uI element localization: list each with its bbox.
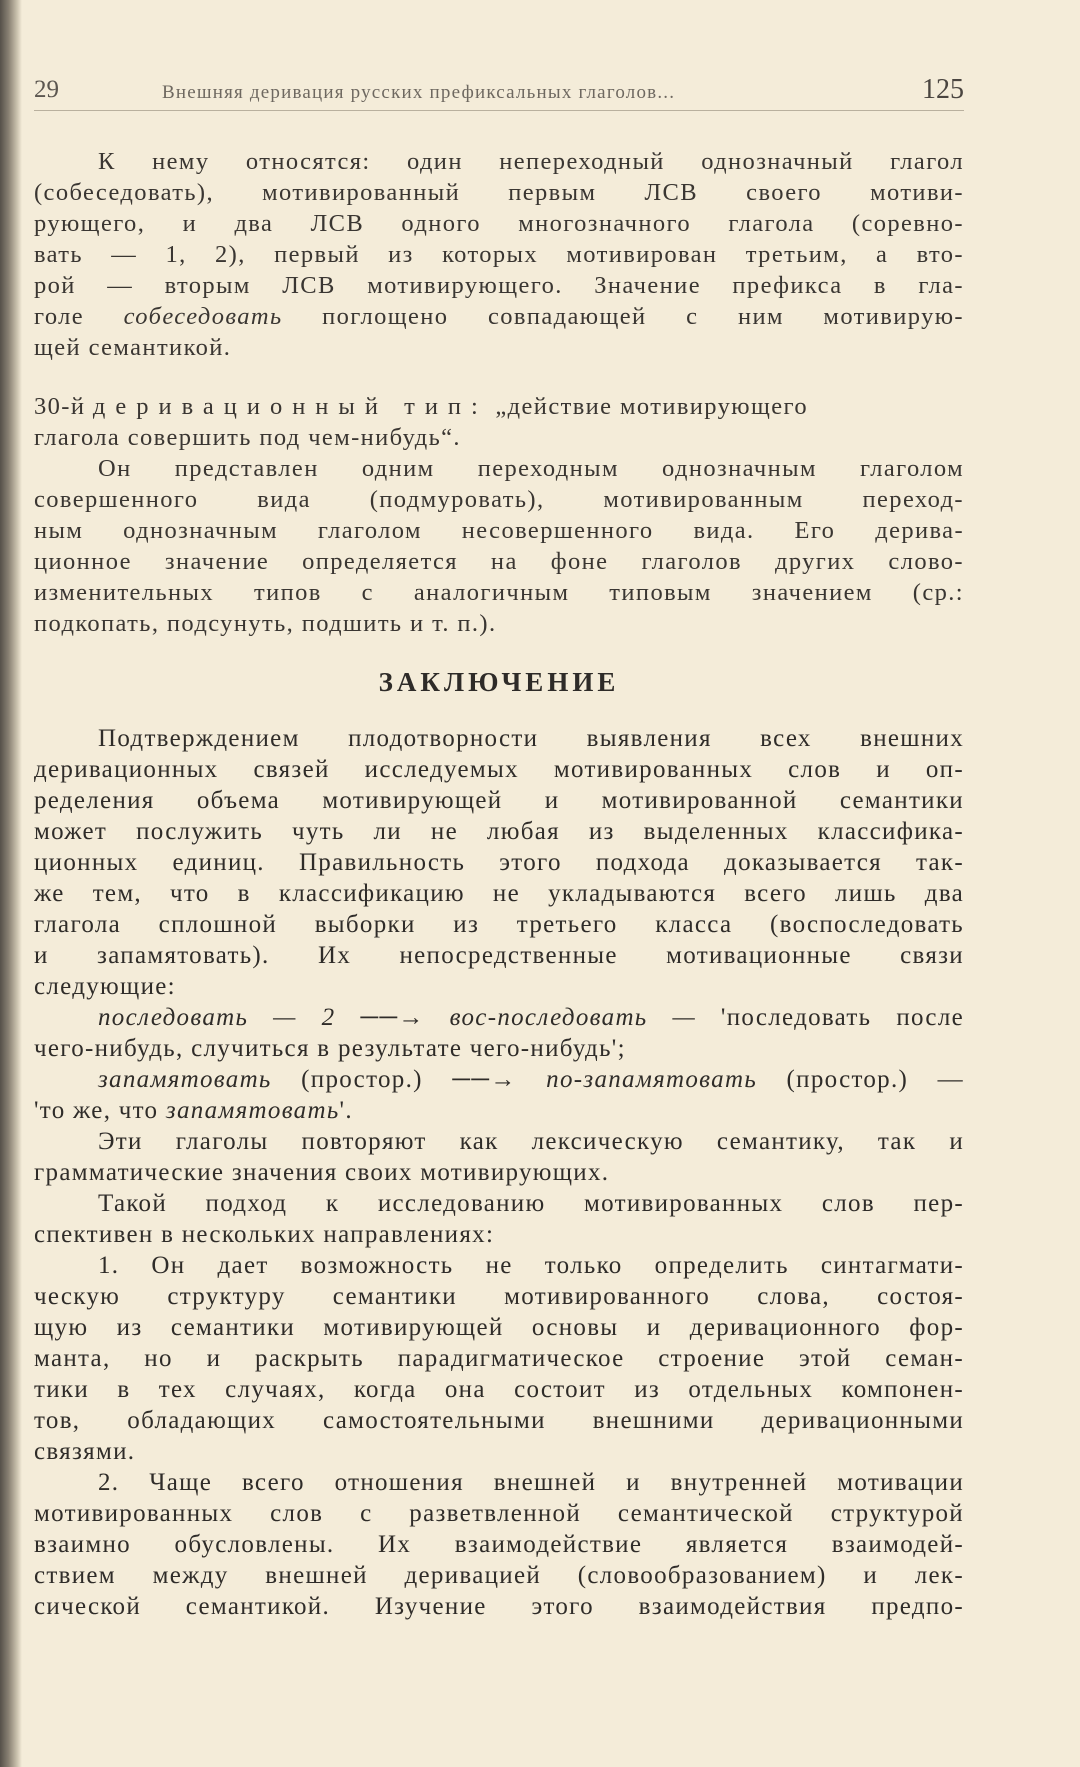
text-line: 1. Он дает возможность не только определить синтагмати- — [98, 1252, 964, 1279]
text-line: связями. — [34, 1438, 136, 1465]
text-line: изменительных типов с аналогичным типовым значением (ср.: — [34, 579, 964, 606]
text-line: манта, но и раскрыть парадигматическое строение этой семан- — [34, 1345, 964, 1372]
text-line: 'то же, что запамятовать'. — [34, 1097, 353, 1124]
italic-term: по-запамятовать — [546, 1066, 757, 1093]
text-line: щую из семантики мотивирующей основы и деривационного фор- — [34, 1314, 964, 1341]
section-heading: ЗАКЛЮЧЕНИЕ — [378, 667, 620, 697]
text-line: деривационных связей исследуемых мотивированных слов и оп- — [34, 756, 964, 783]
text-line: грамматические значения своих мотивирующих. — [34, 1159, 610, 1186]
text-line: взаимно обусловлены. Их взаимодействие является взаимодей- — [34, 1531, 964, 1558]
header-left-number: 29 — [34, 76, 59, 103]
example-1: последовать — 2 ──→ вос-последовать — 'последовать после — [98, 1004, 964, 1031]
text-line: ределения объема мотивирующей и мотивированной семантики — [34, 787, 964, 814]
text-line: Он представлен одним переходным однозначным глаголом — [98, 455, 964, 482]
example-2: запамятовать (простор.) ──→ по-запамятовать (простор.) — — [98, 1066, 964, 1093]
page-header — [34, 74, 964, 114]
text-line: подкопать, подсунуть, подшить и т. п.). — [34, 610, 497, 637]
text-line: К нему относятся: один непереходный однозначный глагол — [98, 148, 964, 175]
header-rule — [34, 110, 964, 111]
page-body — [34, 146, 964, 1622]
spaced-label: деривационный тип: — [92, 393, 488, 420]
text-line: 2. Чаще всего отношения внешней и внутренней мотивации — [98, 1469, 964, 1496]
text-line: (собеседовать), мотивированный первым ЛСВ своего мотиви- — [34, 179, 964, 206]
text-line: ционное значение определяется на фоне глаголов других слово- — [34, 548, 964, 575]
text-line: глагола совершить под чем-нибудь“. — [34, 424, 461, 451]
text-line: и запамятовать). Их непосредственные мотивационные связи — [34, 942, 964, 969]
book-spine-shadow — [0, 0, 22, 1767]
text-line: может послужить чуть ли не любая из выделенных классифика- — [34, 818, 964, 845]
running-title: Внешняя деривация русских префиксальных глаголов... — [162, 82, 676, 103]
page-number: 125 — [922, 74, 964, 105]
italic-term: запамятовать — [98, 1066, 272, 1093]
text-line: чего-нибудь, случиться в результате чего-нибудь'; — [34, 1035, 626, 1062]
type-30-title: 30-й деривационный тип: „действие мотивирующего — [34, 393, 809, 420]
section-heading-wrap — [34, 667, 964, 699]
text-line: Такой подход к исследованию мотивированных слов пер- — [98, 1190, 964, 1217]
italic-term: собеседовать — [123, 303, 283, 330]
text-line: щей семантикой. — [34, 334, 232, 361]
text-line: ным однозначным глаголом несовершенного вида. Его дерива- — [34, 517, 964, 544]
paragraph-1 — [34, 146, 964, 363]
text-line: же тем, что в классификацию не укладываются всего лишь два — [34, 880, 964, 907]
text-line: тики в тех случаях, когда она состоит из отдельных компонен- — [34, 1376, 964, 1403]
text-line: спективен в нескольких направлениях: — [34, 1221, 495, 1248]
italic-derivation: последовать — 2 ──→ вос-последовать — — [98, 1004, 696, 1031]
text-line: совершенного вида (подмуровать), мотивированным переход- — [34, 486, 964, 513]
text-line: Эти глаголы повторяют как лексическую семантику, так и — [98, 1128, 964, 1155]
text-line: ствием между внешней деривацией (словообразованием) и лек- — [34, 1562, 964, 1589]
text-line: Подтверждением плодотворности выявления всех внешних — [98, 725, 964, 752]
text-line: ческую структуру семантики мотивированного слова, состоя- — [34, 1283, 964, 1310]
text-line: тов, обладающих самостоятельными внешними деривационными — [34, 1407, 964, 1434]
text-line: голе собеседовать поглощено совпадающей с ним мотивирую- — [34, 303, 964, 330]
text-line: вать — 1, 2), первый из которых мотивирован третьим, а вто- — [34, 241, 964, 268]
text-line: мотивированных слов с разветвленной семантической структурой — [34, 1500, 964, 1527]
conclusion-section — [34, 723, 964, 1622]
text-line: следующие: — [34, 973, 176, 1000]
italic-term: запамятовать — [165, 1097, 340, 1124]
text-line: глагола сплошной выборки из третьего класса (воспоследовать — [34, 911, 964, 938]
derivation-type-30 — [34, 391, 964, 453]
paragraph-2 — [34, 453, 964, 639]
text-line: сической семантикой. Изучение этого взаимодействия предпо- — [34, 1593, 964, 1620]
text-line: рой — вторым ЛСВ мотивирующего. Значение префикса в гла- — [34, 272, 964, 299]
text-line: рующего, и два ЛСВ одного многозначного глагола (соревно- — [34, 210, 964, 237]
text-line: ционных единиц. Правильность этого подхода доказывается так- — [34, 849, 964, 876]
